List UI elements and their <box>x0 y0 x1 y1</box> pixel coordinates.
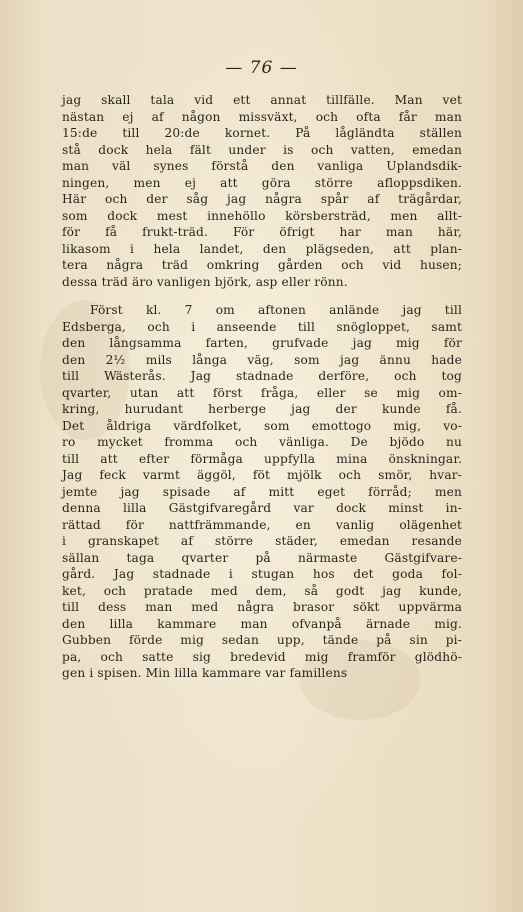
text-line: denna lilla Gästgifvaregård var dock minst in- <box>62 501 462 515</box>
page-number: — 76 — <box>225 58 298 78</box>
text-line: man väl synes förstå den vanliga Uplandsdik- <box>62 159 462 173</box>
text-line: rättad för nattfrämmande, en vanlig olägenhet <box>62 517 462 532</box>
text-line: den 2½ mils långa väg, som jag ännu hade <box>62 352 462 367</box>
text-line: Det åldriga värdfolket, som emottogo mig, vo- <box>62 418 462 433</box>
text-line: stå dock hela fält under is och vatten, emedan <box>62 142 462 157</box>
text-line: Edsberga, och i anseende till snögloppet, samt <box>62 319 462 334</box>
paragraph-1 <box>62 92 462 290</box>
text-line: kring, hurudant herberge jag der kunde få. <box>62 402 462 416</box>
text-line: till dess man med några brasor sökt uppvärma <box>62 600 462 614</box>
text-line: qvarter, utan att först fråga, eller se mig om- <box>62 385 462 400</box>
text-line: Jag feck varmt äggöl, föt mjölk och smör, hvar- <box>62 468 462 482</box>
text-line: ket, och pratade med dem, så godt jag kunde, <box>62 583 462 598</box>
text-line: för få frukt-träd. För öfrigt har man här, <box>62 225 462 239</box>
text-line: 15:de till 20:de kornet. På lågländta ställen <box>62 126 462 140</box>
text-line: ningen, men ej att göra större afloppsdiken. <box>62 175 462 190</box>
text-line: pa, och satte sig bredevid mig framför glödhö- <box>62 649 462 664</box>
text-line: till att efter förmåga uppfylla mina önskningar. <box>62 451 462 466</box>
text-line: i granskapet af större städer, emedan resande <box>62 534 462 548</box>
text-line: likasom i hela landet, den plägseden, att plan- <box>62 241 462 256</box>
text-line: ro mycket fromma och vänliga. De bjödo nu <box>62 435 462 449</box>
text-line: jag skall tala vid ett annat tillfälle. Man vet <box>62 93 462 107</box>
text-line: till Wästerås. Jag stadnade derföre, och tog <box>62 369 462 383</box>
body-text <box>62 92 462 682</box>
paragraph-2 <box>62 302 462 682</box>
text-line: tera några träd omkring gården och vid husen; <box>62 258 462 272</box>
text-line: som dock mest innehöllo körsbersträd, men allt- <box>62 208 462 223</box>
text-line: Här och der såg jag några spår af trägårdar, <box>62 192 462 206</box>
text-line: gen i spisen. Min lilla kammare var famillens <box>62 666 348 680</box>
text-line: dessa träd äro vanligen björk, asp eller rönn. <box>62 274 348 289</box>
text-line: gård. Jag stadnade i stugan hos det goda fol- <box>62 567 462 581</box>
text-line: jemte jag spisade af mitt eget förråd; men <box>62 484 462 499</box>
text-line: den lilla kammare man ofvanpå ärnade mig. <box>62 616 462 631</box>
text-line: sällan taga qvarter på närmaste Gästgifvare- <box>62 550 462 565</box>
text-line: Först kl. 7 om aftonen anlände jag till <box>90 303 462 317</box>
text-line: nästan ej af någon missväxt, och ofta får man <box>62 109 462 124</box>
text-line: den långsamma farten, grufvade jag mig för <box>62 336 462 350</box>
text-line: Gubben förde mig sedan upp, tände på sin pi- <box>62 633 462 647</box>
